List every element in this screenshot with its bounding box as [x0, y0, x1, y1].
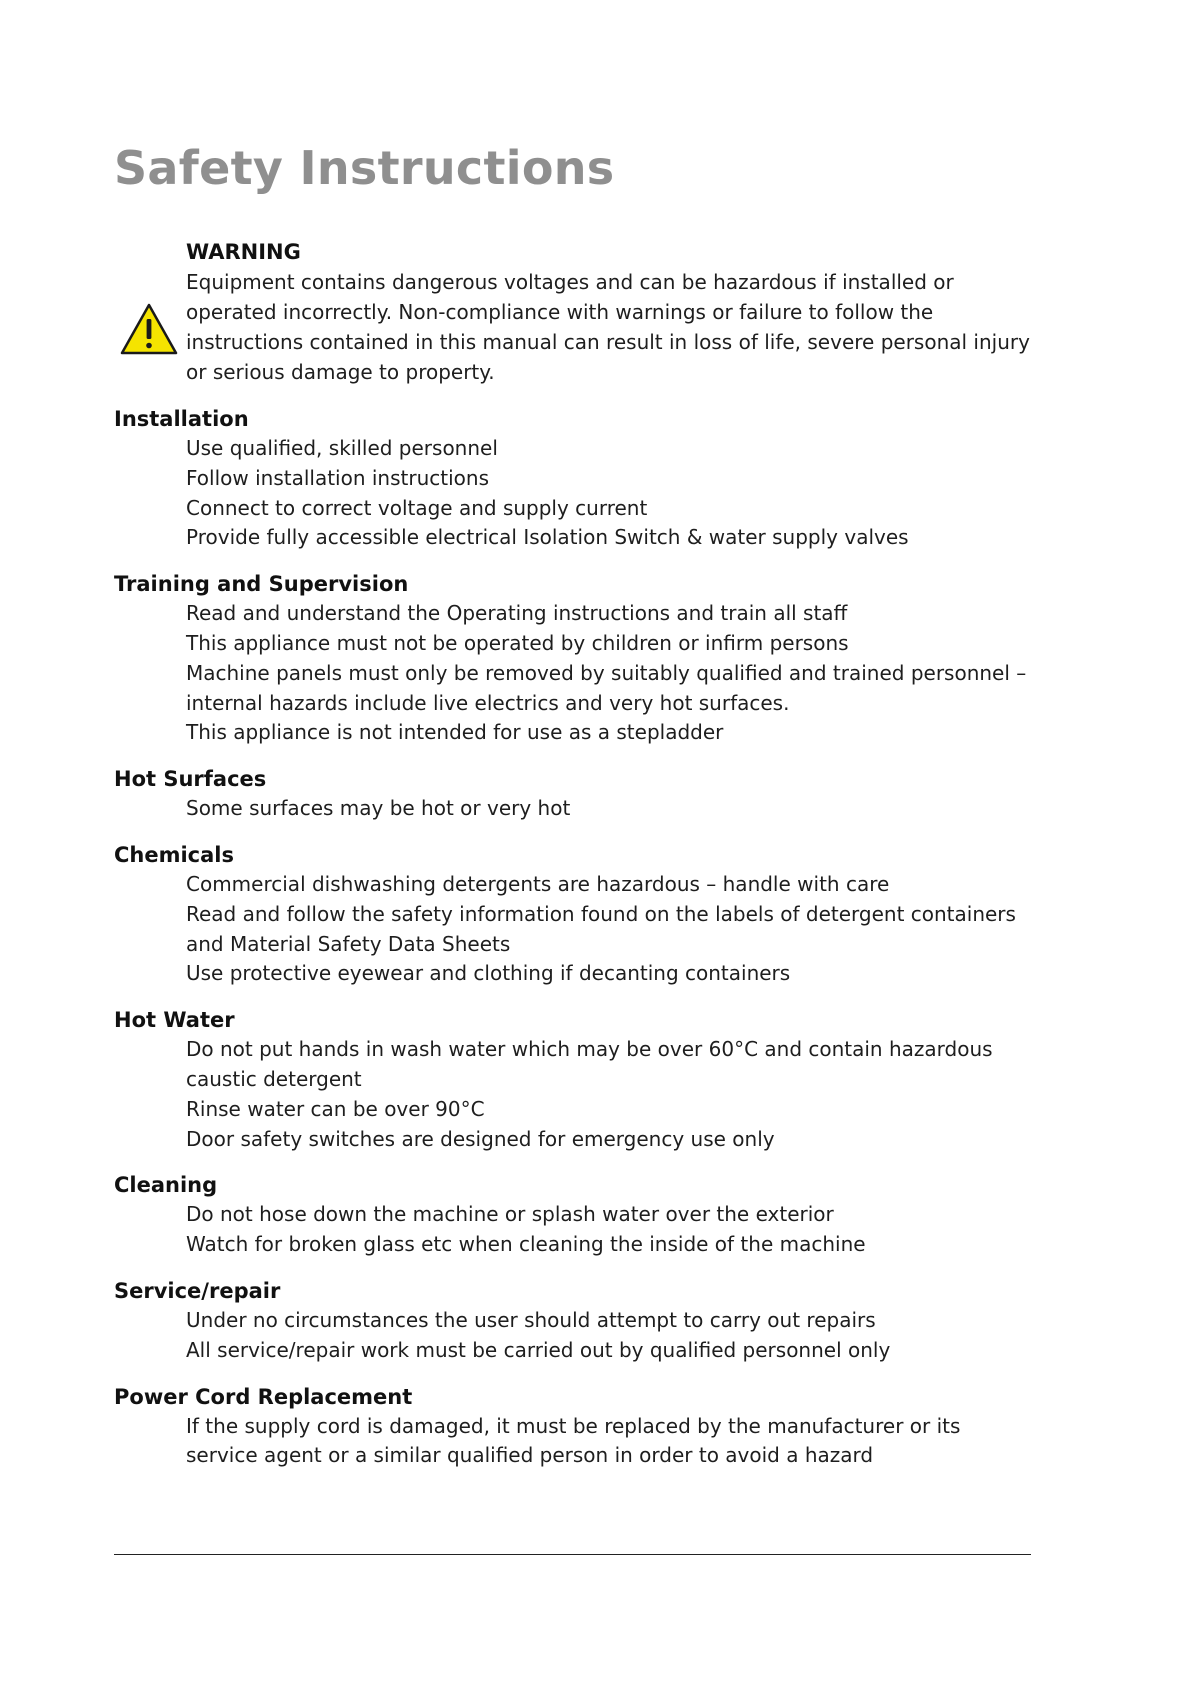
list-item: Watch for broken glass etc when cleaning the inside of the machine	[186, 1232, 866, 1257]
list-item: Some surfaces may be hot or very hot	[186, 796, 571, 821]
page-title: Safety Instructions	[114, 141, 615, 195]
list-item: Commercial dishwashing detergents are hazardous – handle with care	[186, 871, 890, 896]
section-list	[114, 1035, 1034, 1154]
list-item: Use qualified, skilled personnel	[186, 436, 498, 460]
section-list	[114, 794, 1034, 824]
list-item: Door safety switches are designed for emergency use only	[186, 1126, 775, 1151]
section-hot-water	[114, 1005, 1034, 1154]
list-item: If the supply cord is damaged, it must be replaced by the manufacturer or its service agent or a similar qualified person in order to avoid a hazard	[186, 1413, 961, 1468]
section-list	[114, 599, 1034, 748]
list-item: Do not put hands in wash water which may be over 60°C and contain hazardous caustic detergent	[186, 1037, 993, 1091]
section-heading: Cleaning	[114, 1173, 218, 1198]
list-item: Read and follow the safety information found on the labels of detergent containers and Material Safety Data Sheets	[186, 901, 1016, 956]
section-power-cord-replacement	[114, 1382, 1034, 1472]
footer-divider	[114, 1554, 1031, 1555]
section-heading: Power Cord Replacement	[114, 1384, 413, 1409]
list-item: This appliance must not be operated by children or infirm persons	[186, 630, 849, 655]
section-heading: Service/repair	[114, 1278, 281, 1303]
warning-triangle-icon	[119, 302, 179, 356]
list-item: Connect to correct voltage and supply current	[186, 495, 648, 520]
warning-body: Equipment contains dangerous voltages and can be hazardous if installed or operated incorrectly. Non-compliance with warnings or failure to follow the instructions contained in this manual can result in loss of life, severe personal injury or serious damage to property.	[186, 270, 1030, 384]
section-cleaning	[114, 1170, 1034, 1260]
safety-sections	[114, 404, 1034, 1487]
section-heading: Hot Water	[114, 1008, 235, 1033]
section-list	[114, 1412, 1034, 1472]
section-training-and-supervision	[114, 569, 1034, 748]
section-hot-surfaces	[114, 764, 1034, 824]
section-service-repair	[114, 1276, 1034, 1366]
list-item: Read and understand the Operating instructions and train all staff	[186, 601, 848, 626]
section-list	[114, 1200, 1034, 1260]
list-item: Do not hose down the machine or splash water over the exterior	[186, 1202, 834, 1227]
section-heading: Training and Supervision	[114, 572, 409, 597]
list-item: All service/repair work must be carried out by qualified personnel only	[186, 1337, 891, 1362]
list-item: This appliance is not intended for use as a stepladder	[186, 720, 724, 745]
list-item: Use protective eyewear and clothing if decanting containers	[186, 961, 791, 986]
section-heading: Chemicals	[114, 842, 235, 867]
section-heading: Hot Surfaces	[114, 767, 267, 792]
warning-heading: WARNING	[186, 240, 301, 264]
warning-text	[186, 237, 1034, 387]
list-item: Under no circumstances the user should attempt to carry out repairs	[186, 1307, 876, 1332]
section-list	[114, 434, 1034, 553]
list-item: Provide fully accessible electrical Isolation Switch & water supply valves	[186, 525, 909, 550]
section-list	[114, 1306, 1034, 1366]
list-item: Follow installation instructions	[186, 465, 489, 490]
list-item: Rinse water can be over 90°C	[186, 1096, 485, 1121]
section-installation	[114, 404, 1034, 553]
section-chemicals	[114, 840, 1034, 989]
list-item: Machine panels must only be removed by suitably qualified and trained personnel – internal hazards include live electrics and very hot surfaces.	[186, 660, 1027, 715]
section-list	[114, 870, 1034, 989]
section-heading: Installation	[114, 407, 249, 431]
